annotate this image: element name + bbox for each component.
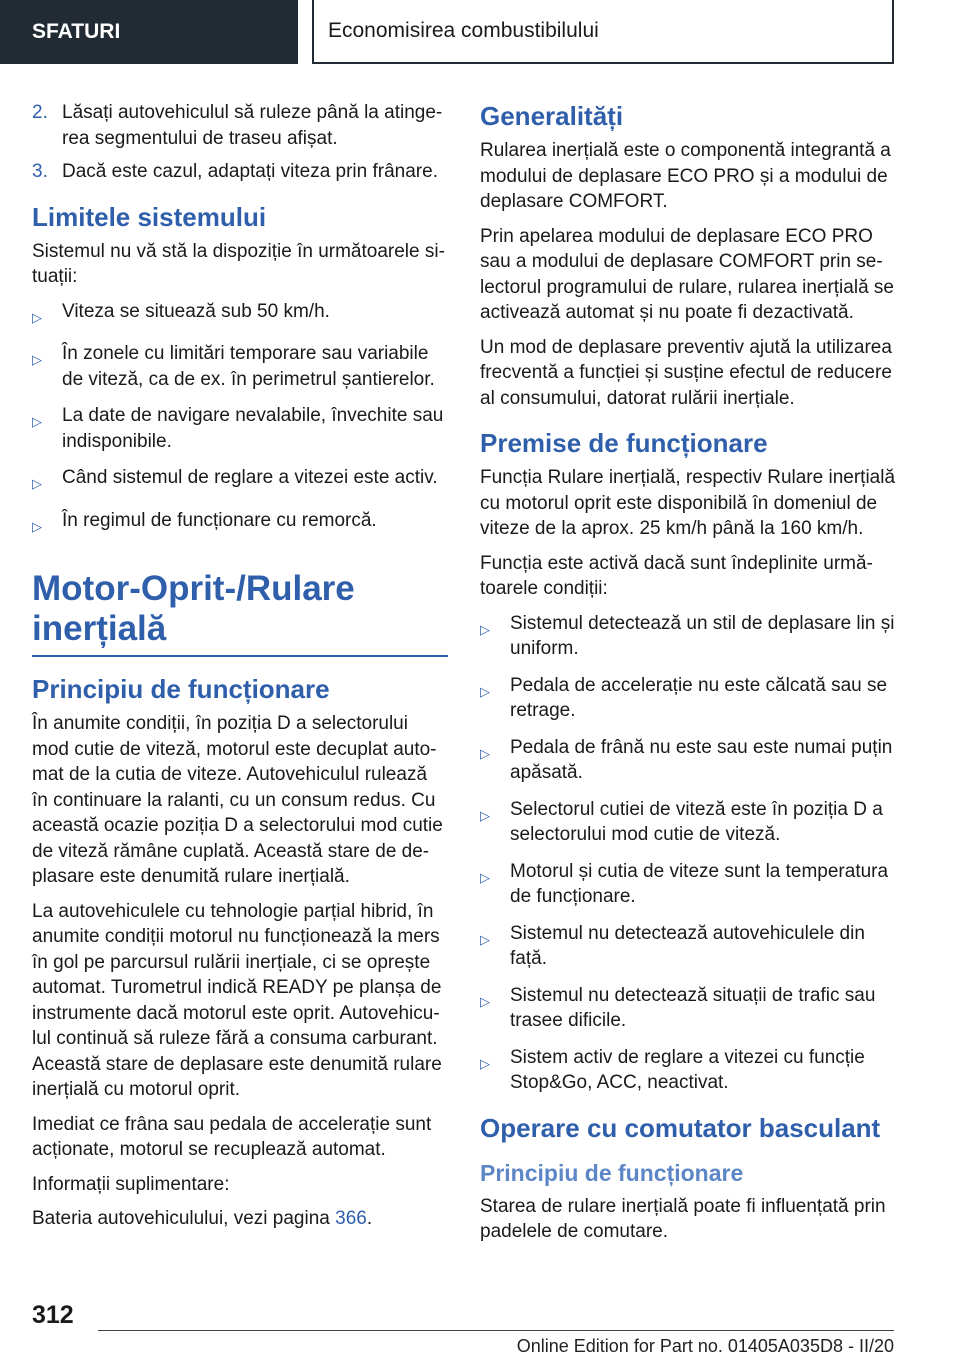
list-item-text: Selectorul cutiei de viteză este în poziția D a selectorului mod cutie de viteză. — [510, 798, 883, 845]
list-item-text: Când sistemul de reglare a vitezei este activ. — [62, 467, 438, 488]
page-link[interactable]: 366 — [335, 1208, 367, 1229]
paragraph: În anumite condiții, în poziția D a selectorului mod cutie de viteză, motorul este decuplat auto-mat de la cutia de viteze. Autovehiculul rulează în continuare la ralanti, cu un consum redus. Cu această ocazie poziția D a selectorului mod cutie de viteză rămâne cuplată. Această stare de de-plasare este denumită rulare inerțială. — [32, 713, 443, 887]
step-item — [32, 159, 448, 185]
right-column — [480, 100, 896, 1254]
page-number: 312 — [32, 1301, 74, 1329]
section-heading-rocker-switch: Operare cu comutator basculant — [480, 1112, 881, 1143]
list-item-text: Pedala de accelerație nu este călcată sau se retrage. — [510, 674, 888, 721]
footer-divider — [98, 1330, 894, 1331]
list-item-text: Pedala de frână nu este sau este numai puțin apăsată. — [510, 736, 893, 783]
list-item-text: În regimul de funcționare cu remorcă. — [62, 509, 377, 531]
list-item — [32, 299, 448, 331]
triangle-right-icon: ▷ — [32, 352, 42, 367]
triangle-right-icon: ▷ — [480, 621, 490, 637]
list-item-text: Sistem activ de reglare a vitezei cu funcție Stop&Go, ACC, neactivat. — [510, 1046, 865, 1093]
list-item — [480, 1045, 896, 1096]
list-item — [480, 921, 896, 972]
list-item — [480, 735, 896, 786]
section-heading-general: Generalități — [480, 101, 624, 131]
subsection-heading-principle: Principiu de funcționare — [480, 1159, 744, 1186]
paragraph: Un mod de deplasare preventiv ajută la utilizarea frecventă a funcției și susține efectul de reducere al consumului, datorat rulării inerțiale. — [480, 336, 892, 409]
paragraph: Sistemul nu vă stă la dispoziție în următoarele si-tuații: — [32, 240, 445, 287]
paragraph: Funcția este activă dacă sunt îndeplinite urmă-toarele condiții: — [480, 552, 873, 599]
triangle-right-icon: ▷ — [32, 309, 42, 325]
paragraph: Imediat ce frâna sau pedala de accelerație sunt acționate, motorul se recuplează automat. — [32, 1113, 432, 1160]
footer-edition: Online Edition for Part no. 01405A035D8 - II/20 — [516, 1336, 894, 1356]
list-item — [480, 983, 896, 1034]
step-text: Dacă este cazul, adaptați viteza prin frânare. — [62, 161, 438, 182]
list-item-text: Sistemul nu detectează autovehiculele din față. — [510, 922, 865, 969]
paragraph: Informații suplimentare: — [32, 1173, 230, 1195]
triangle-right-icon: ▷ — [32, 476, 42, 491]
left-column — [32, 100, 448, 1241]
triangle-right-icon: ▷ — [480, 807, 490, 823]
section-heading-principle: Principiu de funcționare — [32, 674, 330, 704]
list-item — [32, 465, 448, 497]
list-item-text: Viteza se situează sub 50 km/h. — [62, 300, 330, 322]
triangle-right-icon: ▷ — [480, 869, 490, 885]
step-number: 3. — [32, 161, 48, 182]
header-section-label: SFATURI — [0, 0, 298, 64]
section-heading-limits: Limitele sistemului — [32, 201, 267, 232]
chapter-heading: Motor-Oprit-/Rulare inerțială — [32, 569, 448, 657]
section-heading-prerequisites: Premise de funcționare — [480, 428, 768, 458]
paragraph: La autovehiculele cu tehnologie parțial hibrid, în anumite condiții motorul nu funcționează la mers în gol pe parcursul rulării inerțiale, ci se oprește automat. Turometrul indică READY pe planșa de instrumente dacă motorul este oprit. Autovehicu-lul continuă să ruleze fără a consuma carburant. Această stare de deplasare este denumită rulare inerțială cu motorul oprit. — [32, 900, 442, 1100]
paragraph: Starea de rulare inerțială poate fi influențată prin padelele de comutare. — [480, 1195, 886, 1242]
list-item — [480, 859, 896, 910]
triangle-right-icon: ▷ — [480, 931, 490, 947]
list-item-text: Motorul și cutia de viteze sunt la temperatura de funcționare. — [510, 860, 889, 907]
triangle-right-icon: ▷ — [480, 745, 490, 761]
cross-reference-end: . — [366, 1208, 373, 1229]
triangle-right-icon: ▷ — [32, 518, 42, 534]
triangle-right-icon: ▷ — [480, 683, 490, 699]
list-item — [32, 403, 448, 454]
list-item-text: În zonele cu limitări temporare sau variabile de viteză, ca de ex. în perimetrul șantierelor. — [62, 343, 435, 390]
step-item — [32, 100, 448, 151]
list-item — [32, 341, 448, 392]
header-page-title: Economisirea combustibilului — [312, 0, 894, 64]
list-item-text: La date de navigare nevalabile, învechite sau indisponibile. — [62, 405, 444, 452]
list-item — [480, 611, 896, 662]
paragraph: Rularea inerțială este o componentă integrantă a modului de deplasare ECO PRO și a modului de deplasare COMFORT. — [480, 140, 891, 212]
triangle-right-icon: ▷ — [480, 1055, 490, 1071]
list-item — [32, 508, 448, 540]
triangle-right-icon: ▷ — [32, 414, 42, 429]
paragraph: Funcția Rulare inerțială, respectiv Rulare inerțială cu motorul oprit este disponibilă în domeniul de viteze de la aprox. 25 km/h până la 160 km/h. — [480, 467, 896, 539]
cross-reference-text: Bateria autovehiculului, vezi pagina — [32, 1208, 336, 1229]
list-item-text: Sistemul nu detectează situații de trafic sau trasee dificile. — [510, 984, 876, 1031]
list-item — [480, 673, 896, 724]
step-text: Lăsați autovehiculul să ruleze până la atinge-rea segmentului de traseu afișat. — [62, 102, 443, 149]
list-item — [480, 797, 896, 848]
step-number: 2. — [32, 102, 48, 123]
cross-reference — [32, 1206, 448, 1232]
paragraph: Prin apelarea modului de deplasare ECO PRO sau a modului de deplasare COMFORT prin se-lectorul programului de rulare, rularea inerțială se activează automat și nu poate fi dezactivată. — [480, 225, 894, 323]
triangle-right-icon: ▷ — [480, 993, 490, 1009]
list-item-text: Sistemul detectează un stil de deplasare lin și uniform. — [510, 612, 895, 659]
